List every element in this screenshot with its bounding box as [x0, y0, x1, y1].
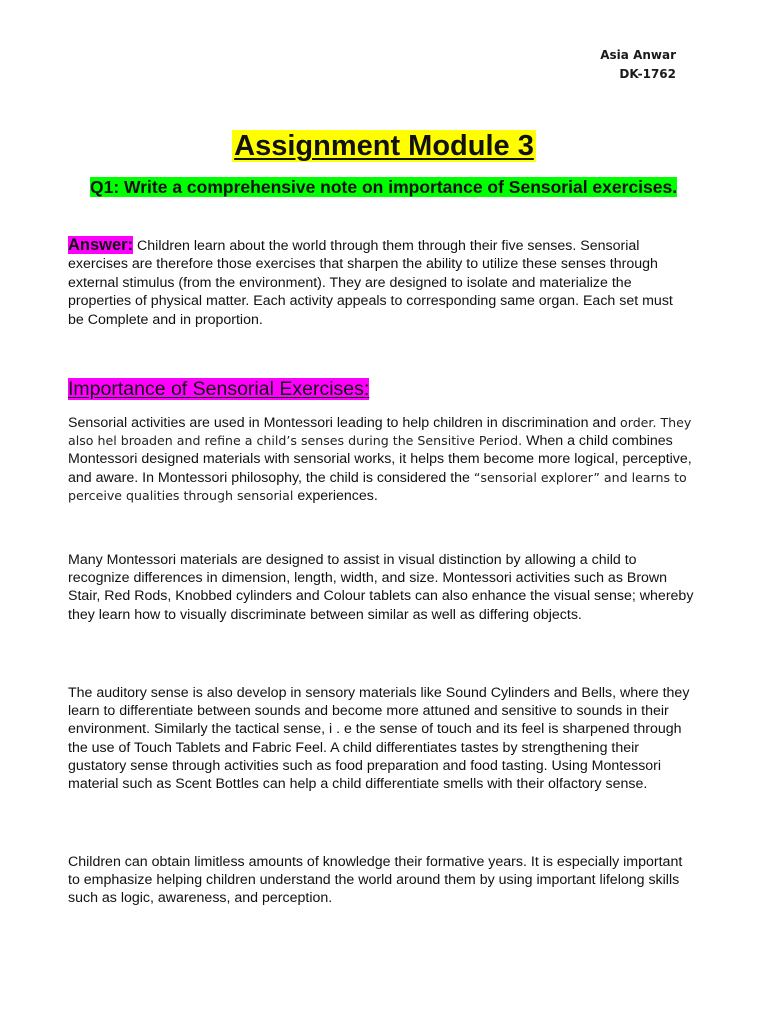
section-heading-text: Importance of Sensorial Exercises:	[68, 378, 370, 400]
p1-part4: “sensorial explorer” and learns to perceive qualities through sensorial	[68, 469, 687, 503]
p1-part3: When a child combines Montessori designed materials with sensorial works, it helps them become more logical, perceptive, and aware. In Montessori philosophy, the child is considered the	[68, 433, 692, 486]
p1-part1: Sensorial activities are used in Montessori leading to help children in discrimination and	[68, 415, 621, 431]
answer-label: Answer:	[68, 236, 134, 254]
question-heading	[90, 176, 690, 198]
assignment-title	[0, 126, 768, 164]
paragraph-visual-distinction: Many Montessori materials are designed to assist in visual distinction by allowing a child to recognize differences in dimension, length, width, and size. Montessori activities such as Brown Stair, Red Rods, Knobbed cylinders and Colour tablets can also enhance the visual sense; whereby they learn how to visually discriminate between similar as well as differing objects.	[68, 552, 694, 623]
p1-part5: experiences.	[293, 487, 378, 504]
answer-paragraph	[68, 236, 692, 329]
paragraph-sensorial-activities	[68, 414, 696, 505]
paragraph-knowledge: Children can obtain limitless amounts of knowledge their formative years. It is especially important to emphasize helping children understand the world around them by using important lifelong skills such as logic, awareness, and perception.	[68, 854, 683, 907]
author-id: DK-1762	[619, 67, 676, 81]
paragraph-auditory-sense: The auditory sense is also develop in sensory materials like Sound Cylinders and Bells, where they learn to differentiate between sounds and become more attuned and sensitive to sounds in their environment. Similarly the tactical sense, i . e the sense of touch and its feel is sharpened through the use of Touch Tablets and Fabric Feel. A child differentiates tastes by strengthening their gustatory sense through activities such as food preparation and food tasting. Using Montessori material such as Scent Bottles can help a child differentiate smells with their olfactory sense.	[68, 685, 690, 793]
question-text: Q1: Write a comprehensive note on importance of Sensorial exercises.	[90, 177, 678, 197]
author-name: Asia Anwar	[600, 48, 676, 62]
assignment-title-text: Assignment Module 3	[234, 130, 534, 162]
p1-part2: order. They also hel broaden and refine a child’s senses during the Sensitive Period.	[68, 415, 692, 449]
answer-text: Children learn about the world through them through their five senses. Sensorial exercises are therefore those exercises that sharpen the ability to utilize these senses through external stimulus (from the environment). They are designed to isolate and materialize the properties of physical matter. Each activity appeals to corresponding same organ. Each set must be Complete and in proportion.	[68, 238, 673, 328]
author-block	[600, 46, 676, 84]
section-heading	[68, 376, 369, 402]
